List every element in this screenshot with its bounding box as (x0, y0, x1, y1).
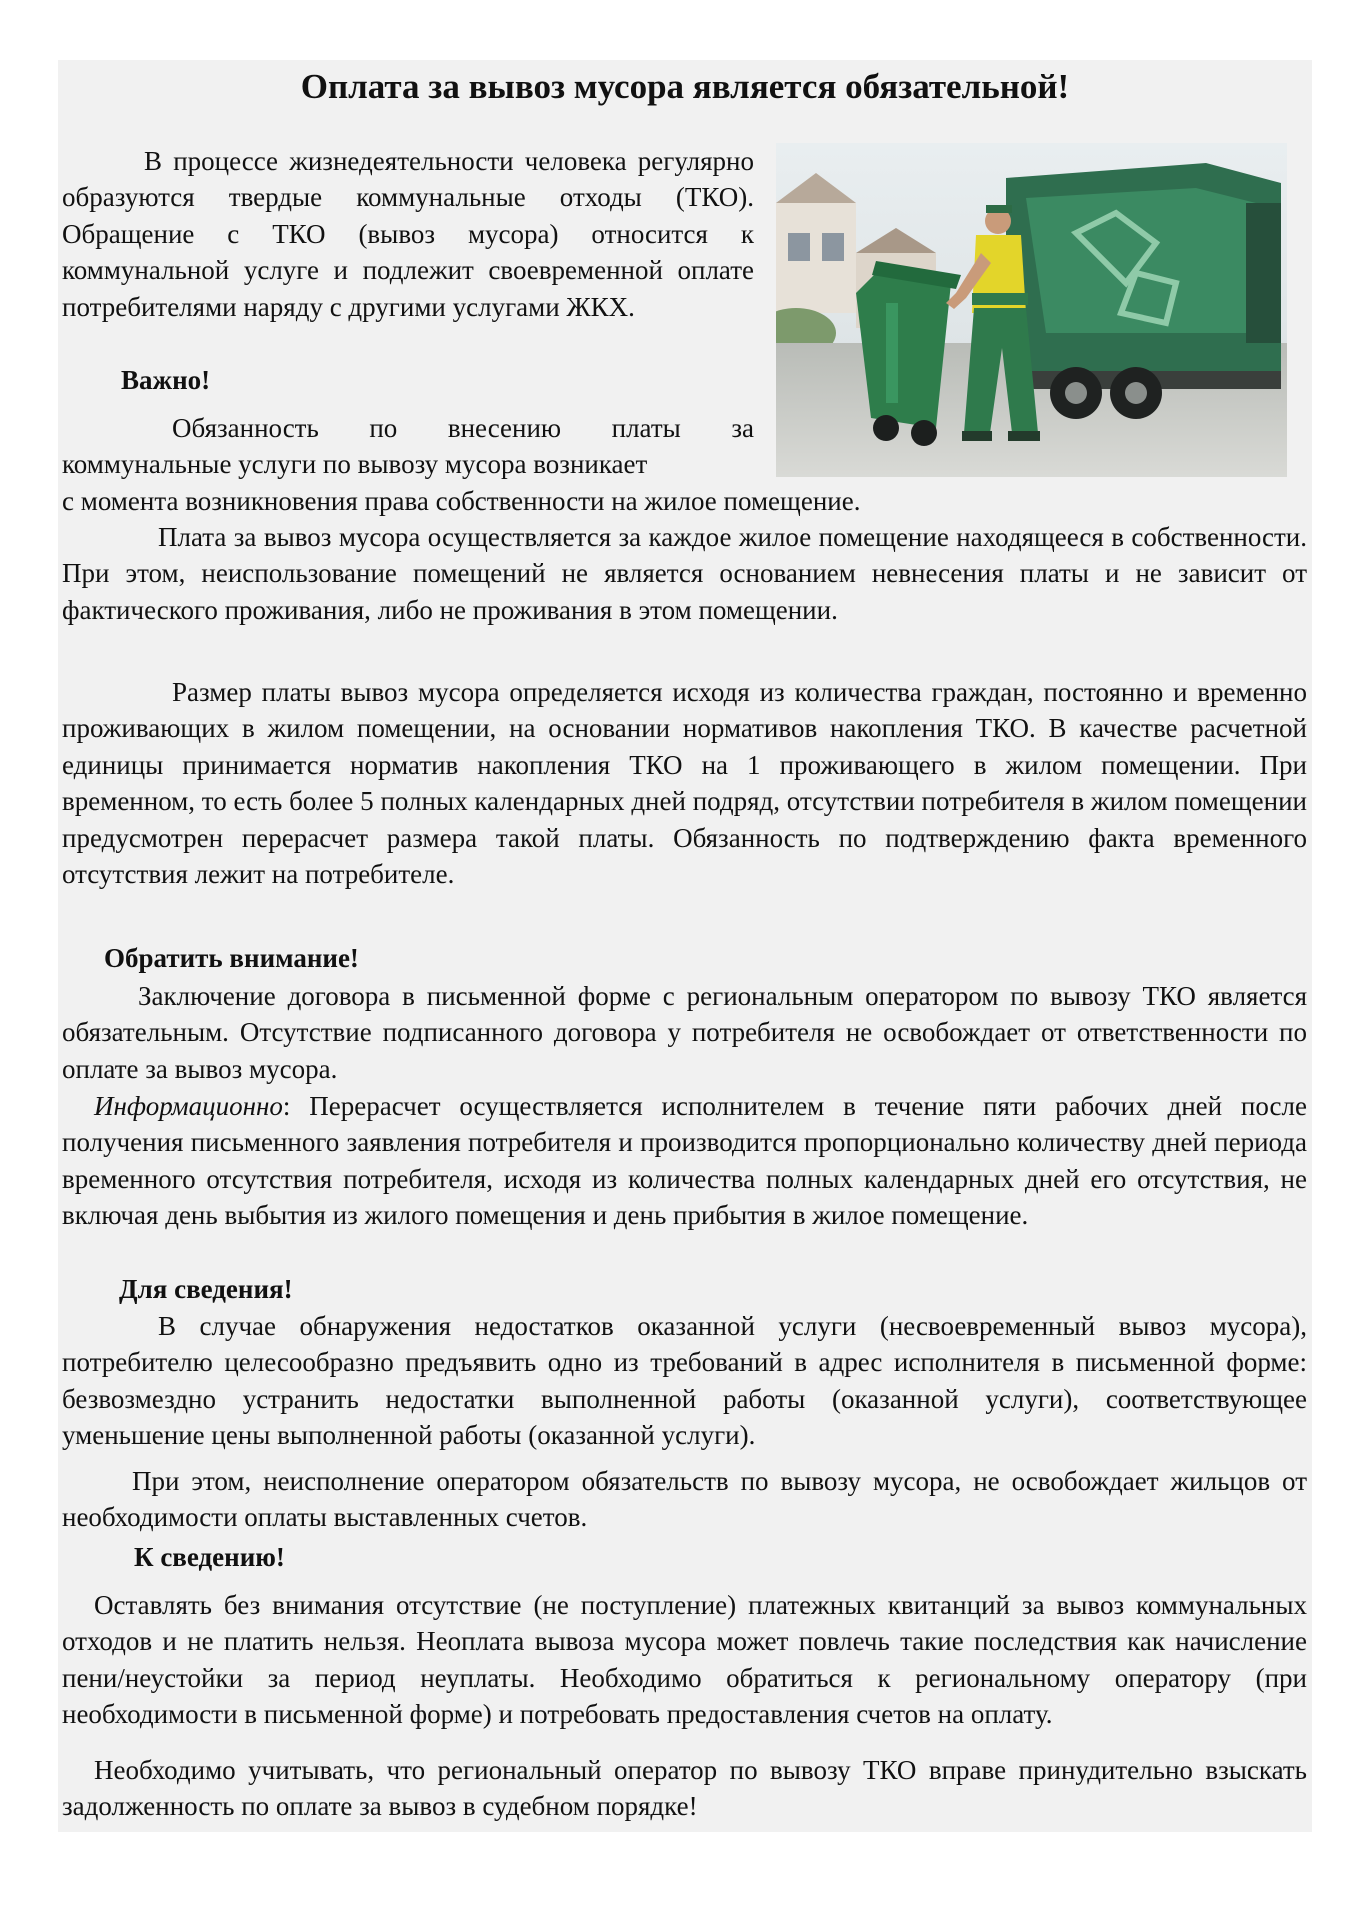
garbage-truck-photo (776, 143, 1287, 477)
paragraph-recalculation-text: : Перерасчет осуществляется исполнителем в течение пяти рабочих дней после получения письменного заявления потребителя и производится пропорционально количеству дней периода временного отсутствия потребителя, исходя из количества полных календарных дней его отсутствия, не включая день выбытия из жилого помещения и день прибытия в жилое помещение. (62, 1091, 1307, 1231)
paragraph-recalculation (62, 1088, 1307, 1234)
paragraph-recalculation-lead: Информационно (94, 1091, 283, 1121)
heading-note: К сведению! (134, 1542, 285, 1572)
paragraph-contract: Заключение договора в письменной форме с региональным оператором по вывозу ТКО является обязательным. Отсутствие подписанного договора у потребителя не освобождает от ответственности по оплате за вывоз мусора. (62, 981, 1307, 1084)
heading-attention: Обратить внимание! (104, 943, 359, 973)
paragraph-service-defects: В случае обнаружения недостатков оказанной услуги (несвоевременный вывоз мусора), потребителю целесообразно предъявить одно из требований в адрес исполнителя в письменной форме: безвозмездно устранить недостатки выполненной работы (оказанной услуги), соответствующее уменьшение цены выполненной работы (оказанной услуги). (62, 1311, 1307, 1451)
paragraph-court-recovery: Необходимо учитывать, что региональный оператор по вывозу ТКО вправе принудительно взыскать задолженность по оплате за вывоз в судебном порядке! (62, 1755, 1307, 1822)
paragraph-obligation-start: Обязанность по внесению платы за коммунальные услуги по вывозу мусора возникает (62, 413, 754, 480)
heading-for-info: Для сведения! (119, 1274, 293, 1304)
paragraph-intro: В процессе жизнедеятельности человека регулярно образуются твердые коммунальные отходы (ТКО). Обращение с ТКО (вывоз мусора) относится к коммунальной услуге и подлежит своевременной оплате потребителями наряду с другими услугами ЖКХ. (62, 146, 754, 322)
heading-important: Важно! (121, 365, 211, 395)
paragraph-payment-each-dwelling: Плата за вывоз мусора осуществляется за каждое жилое помещение находящееся в собственности. При этом, неиспользование помещений не является основанием невнесения платы и не зависит от фактического проживания, либо не проживания в этом помещении. (62, 522, 1307, 625)
paragraph-obligation-end: с момента возникновения права собственности на жилое помещение. (62, 486, 861, 516)
page-title: Оплата за вывоз мусора является обязательной! (300, 67, 1070, 106)
paragraph-missing-receipts: Оставлять без внимания отсутствие (не поступление) платежных квитанций за вывоз коммунальных отходов и не платить нельзя. Неоплата вывоза мусора может повлечь такие последствия как начисление пени/неустойки за период неуплаты. Необходимо обратиться к региональному оператору (при необходимости в письменной форме) и потребовать предоставления счетов на оплату. (62, 1590, 1307, 1730)
paragraph-nonperformance: При этом, неисполнение оператором обязательств по вывозу мусора, не освобождает жильцов от необходимости оплаты выставленных счетов. (62, 1466, 1307, 1533)
paragraph-fee-size: Размер платы вывоз мусора определяется исходя из количества граждан, постоянно и временно проживающих в жилом помещении, на основании нормативов накопления ТКО. В качестве расчетной единицы принимается норматив накопления ТКО на 1 проживающего в жилом помещении. При временном, то есть более 5 полных календарных дней подряд, отсутствии потребителя в жилом помещении предусмотрен перерасчет размера такой платы. Обязанность по подтверждению факта временного отсутствия лежит на потребителе. (62, 677, 1307, 890)
